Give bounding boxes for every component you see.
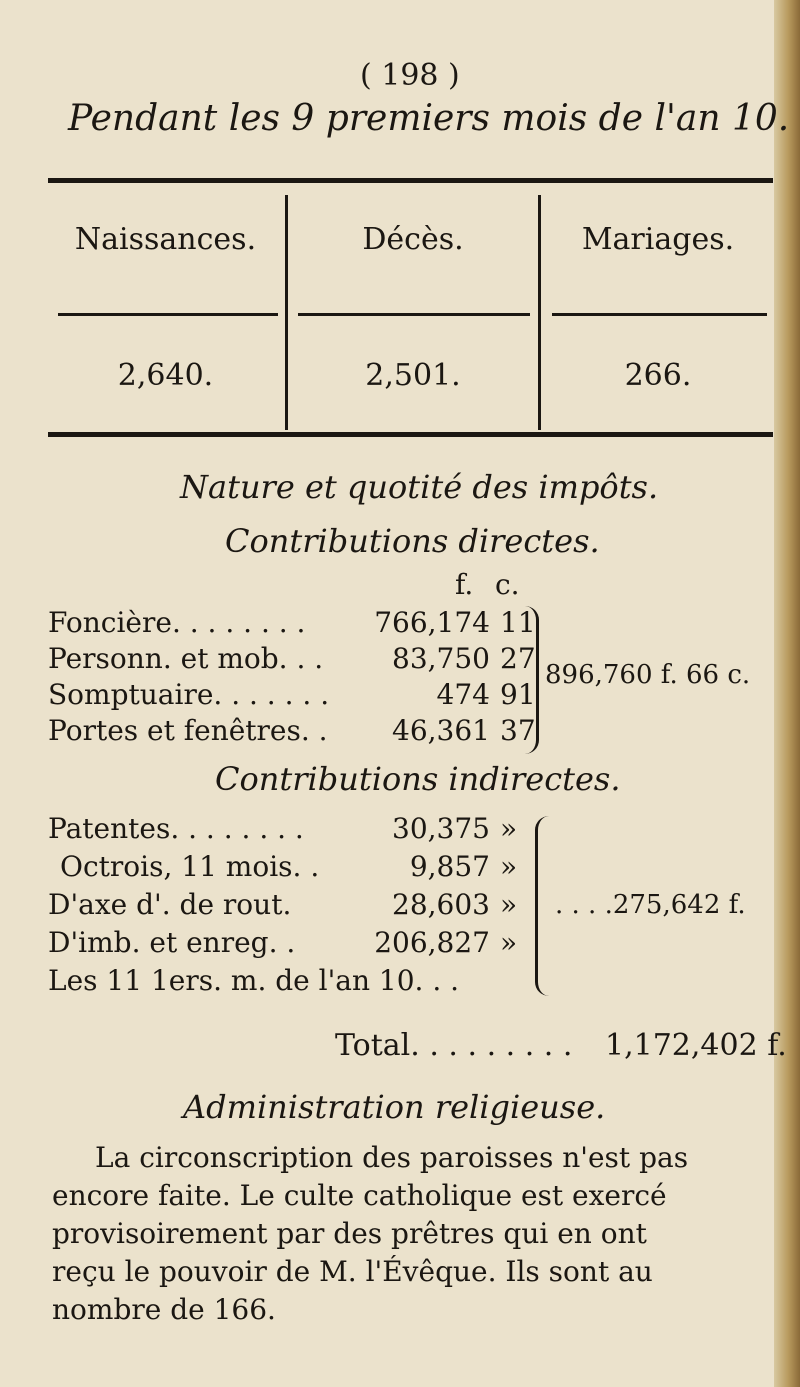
direct-row-cents: 11: [500, 606, 536, 639]
table-top-rule: [48, 178, 773, 183]
direct-row-cents: 27: [500, 642, 536, 675]
direct-row-label: Personn. et mob. . .: [48, 642, 324, 675]
direct-row-francs: 766,174: [374, 606, 490, 639]
indirect-row-label: D'imb. et enreg. .: [48, 926, 296, 959]
direct-row-label: Foncière. . . . . . . .: [48, 606, 306, 639]
marriages-value: 266.: [624, 358, 692, 393]
indirect-row-cents: »: [500, 812, 518, 845]
indirect-row-label: D'axe d'. de rout.: [48, 888, 292, 921]
indirect-row-francs: 30,375: [392, 812, 490, 845]
grand-total-value: 1,172,402 f.: [605, 1028, 787, 1063]
indirect-row-label: Les 11 1ers. m. de l'an 10. . .: [48, 964, 460, 997]
cents-unit: c.: [495, 568, 520, 601]
column-divider: [285, 195, 288, 430]
direct-contributions-title: Contributions directes.: [225, 522, 600, 560]
francs-unit: f.: [455, 568, 474, 601]
direct-row-label: Somptuaire. . . . . . .: [48, 678, 330, 711]
indirect-contributions-title: Contributions indirectes.: [215, 760, 621, 798]
header-underline: [58, 313, 278, 316]
deaths-value: 2,501.: [365, 358, 461, 393]
indirect-row-francs: 206,827: [374, 926, 490, 959]
grand-total-label: Total. . . . . . . . .: [335, 1028, 573, 1063]
direct-total: 896,760 f. 66 c.: [545, 660, 751, 690]
indirect-row-francs: 28,603: [392, 888, 490, 921]
page-header: Pendant les 9 premiers mois de l'an 10.: [68, 98, 790, 139]
page-number: ( 198 ): [360, 58, 460, 93]
column-divider: [538, 195, 541, 430]
paragraph-line: nombre de 166.: [52, 1293, 276, 1326]
taxes-title: Nature et quotité des impôts.: [180, 468, 659, 506]
direct-row-cents: 37: [500, 714, 536, 747]
direct-row-francs: 83,750: [392, 642, 490, 675]
indirect-row-cents: »: [500, 888, 518, 921]
indirect-row-label: Patentes. . . . . . . .: [48, 812, 304, 845]
indirect-row-francs: 9,857: [409, 850, 490, 883]
header-underline: [298, 313, 530, 316]
direct-row-label: Portes et fenêtres. .: [48, 714, 328, 747]
deaths-header: Décès.: [362, 222, 464, 257]
paragraph-line: reçu le pouvoir de M. l'Évêque. Ils sont au: [52, 1255, 653, 1288]
indirect-total: . . . .275,642 f.: [555, 890, 746, 920]
births-value: 2,640.: [117, 358, 214, 393]
header-underline: [552, 313, 767, 316]
indirect-row-cents: »: [500, 926, 518, 959]
indirect-brace: [535, 816, 552, 996]
births-header: Naissances.: [74, 222, 257, 257]
indirect-row-label: Octrois, 11 mois. .: [60, 850, 320, 883]
direct-brace: [522, 606, 539, 754]
indirect-row-cents: »: [500, 850, 518, 883]
paragraph-line: La circonscription des paroisses n'est pas: [95, 1141, 689, 1174]
table-bottom-rule: [48, 432, 773, 437]
direct-row-francs: 474: [436, 678, 490, 711]
paragraph-line: provisoirement par des prêtres qui en ont: [52, 1217, 647, 1250]
marriages-header: Mariages.: [581, 222, 735, 257]
paragraph-line: encore faite. Le culte catholique est exercé: [52, 1179, 667, 1212]
direct-row-francs: 46,361: [392, 714, 490, 747]
page-edge: [774, 0, 800, 1387]
direct-row-cents: 91: [500, 678, 536, 711]
religious-title: Administration religieuse.: [183, 1088, 606, 1126]
